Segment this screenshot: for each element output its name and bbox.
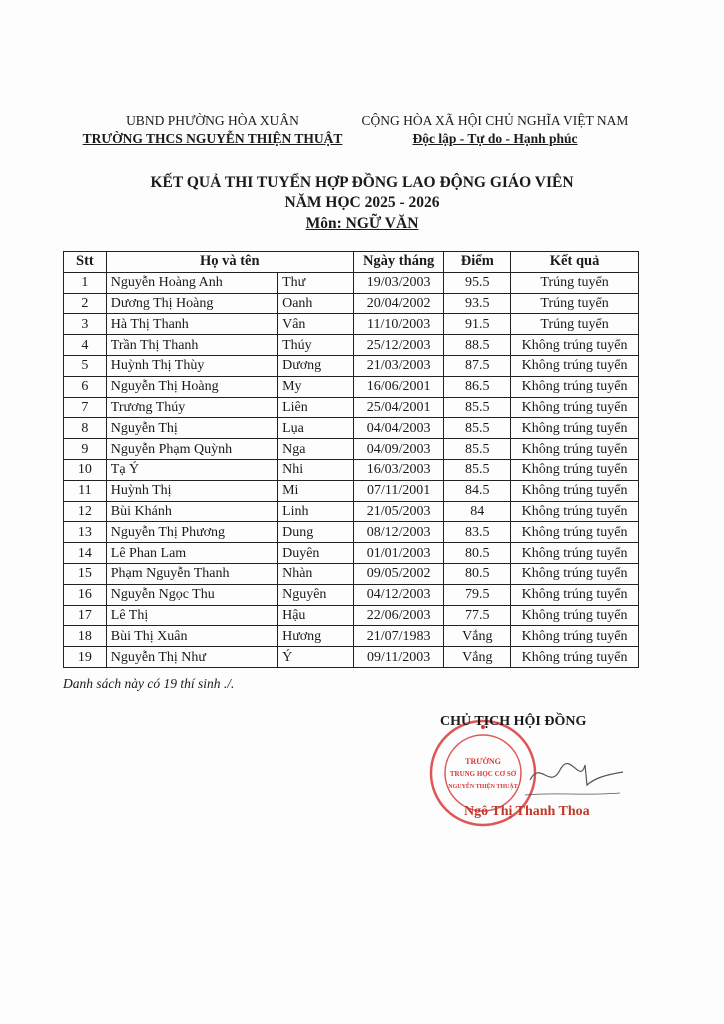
row-score: 91.5: [444, 314, 511, 335]
row-score: 79.5: [444, 584, 511, 605]
stamp-text-3: NGUYỄN THIỆN THUẬT: [448, 784, 518, 790]
row-stt: 13: [64, 522, 107, 543]
row-stt: 12: [64, 501, 107, 522]
row-firstname: Liên: [278, 397, 354, 418]
row-birthdate: 25/04/2001: [353, 397, 444, 418]
table-row: [64, 501, 639, 522]
row-result: Không trúng tuyển: [511, 376, 639, 397]
row-birthdate: 04/12/2003: [353, 584, 444, 605]
row-firstname: Nga: [278, 439, 354, 460]
header-left: [70, 112, 355, 148]
row-firstname: Vân: [278, 314, 354, 335]
row-result: Không trúng tuyển: [511, 397, 639, 418]
row-birthdate: 07/11/2001: [353, 480, 444, 501]
table-row: [64, 584, 639, 605]
row-stt: 14: [64, 543, 107, 564]
row-birthdate: 21/07/1983: [353, 626, 444, 647]
row-birthdate: 08/12/2003: [353, 522, 444, 543]
row-result: Không trúng tuyển: [511, 522, 639, 543]
subject: Môn: NGỮ VĂN: [305, 215, 419, 232]
row-result: Không trúng tuyển: [511, 647, 639, 668]
row-score: 85.5: [444, 459, 511, 480]
row-result: Không trúng tuyển: [511, 543, 639, 564]
row-birthdate: 19/03/2003: [353, 272, 444, 293]
row-firstname: Dung: [278, 522, 354, 543]
row-score: 83.5: [444, 522, 511, 543]
row-firstname: Dương: [278, 355, 354, 376]
stamp-text-1: TRƯỜNG: [465, 757, 501, 766]
row-score: 93.5: [444, 293, 511, 314]
row-lastname: Trần Thị Thanh: [106, 335, 277, 356]
table-row: [64, 626, 639, 647]
row-stt: 18: [64, 626, 107, 647]
row-birthdate: 16/03/2003: [353, 459, 444, 480]
row-score: 80.5: [444, 543, 511, 564]
row-firstname: Lụa: [278, 418, 354, 439]
row-lastname: Huỳnh Thị: [106, 480, 277, 501]
table-row: [64, 543, 639, 564]
school-year: NĂM HỌC 2025 - 2026: [284, 194, 440, 211]
row-score: 87.5: [444, 355, 511, 376]
row-lastname: Nguyễn Thị: [106, 418, 277, 439]
row-birthdate: 09/11/2003: [353, 647, 444, 668]
header-right: [345, 112, 645, 148]
row-birthdate: 22/06/2003: [353, 605, 444, 626]
row-lastname: Nguyễn Thị Như: [106, 647, 277, 668]
row-firstname: Thư: [278, 272, 354, 293]
row-result: Không trúng tuyển: [511, 335, 639, 356]
row-stt: 19: [64, 647, 107, 668]
row-score: 85.5: [444, 397, 511, 418]
district-name: UBND PHƯỜNG HÒA XUÂN: [126, 113, 299, 128]
row-result: Không trúng tuyển: [511, 626, 639, 647]
header-score: Điểm: [444, 252, 511, 273]
row-stt: 10: [64, 459, 107, 480]
school-name: TRƯỜNG THCS NGUYỄN THIỆN THUẬT: [82, 131, 343, 146]
row-stt: 16: [64, 584, 107, 605]
row-firstname: Thúy: [278, 335, 354, 356]
row-lastname: Trương Thúy: [106, 397, 277, 418]
table-row: [64, 376, 639, 397]
table-row: [64, 480, 639, 501]
nation-name: CỘNG HÒA XÃ HỘI CHỦ NGHĨA VIỆT NAM: [361, 113, 629, 128]
table-row: [64, 647, 639, 668]
table-row: [64, 314, 639, 335]
row-score: 95.5: [444, 272, 511, 293]
row-score: Vắng: [444, 626, 511, 647]
row-firstname: Mi: [278, 480, 354, 501]
row-stt: 11: [64, 480, 107, 501]
row-score: 85.5: [444, 439, 511, 460]
row-lastname: Bùi Thị Xuân: [106, 626, 277, 647]
row-lastname: Lê Thị: [106, 605, 277, 626]
row-stt: 2: [64, 293, 107, 314]
row-firstname: My: [278, 376, 354, 397]
table-body: [64, 272, 639, 667]
row-result: Trúng tuyển: [511, 314, 639, 335]
row-firstname: Linh: [278, 501, 354, 522]
row-score: 80.5: [444, 563, 511, 584]
row-firstname: Ý: [278, 647, 354, 668]
row-lastname: Phạm Nguyễn Thanh: [106, 563, 277, 584]
row-result: Trúng tuyển: [511, 293, 639, 314]
footnote: Danh sách này có 19 thí sinh ./.: [63, 676, 235, 691]
table-row: [64, 563, 639, 584]
row-birthdate: 20/04/2002: [353, 293, 444, 314]
row-score: 86.5: [444, 376, 511, 397]
row-lastname: Hà Thị Thanh: [106, 314, 277, 335]
table-header-row: [64, 252, 639, 273]
row-birthdate: 21/05/2003: [353, 501, 444, 522]
header-result: Kết quả: [511, 252, 639, 273]
row-lastname: Tạ Ý: [106, 459, 277, 480]
row-stt: 6: [64, 376, 107, 397]
row-lastname: Nguyễn Thị Phương: [106, 522, 277, 543]
row-birthdate: 16/06/2001: [353, 376, 444, 397]
row-lastname: Huỳnh Thị Thùy: [106, 355, 277, 376]
row-stt: 5: [64, 355, 107, 376]
table-row: [64, 605, 639, 626]
table-row: [64, 335, 639, 356]
table-row: [64, 439, 639, 460]
row-firstname: Hương: [278, 626, 354, 647]
stamp-text-2: TRUNG HỌC CƠ SỞ: [449, 770, 517, 778]
row-birthdate: 11/10/2003: [353, 314, 444, 335]
row-birthdate: 04/04/2003: [353, 418, 444, 439]
row-firstname: Nhi: [278, 459, 354, 480]
handwritten-signature: [525, 750, 625, 800]
row-lastname: Nguyễn Phạm Quỳnh: [106, 439, 277, 460]
row-result: Không trúng tuyển: [511, 439, 639, 460]
row-score: 85.5: [444, 418, 511, 439]
row-birthdate: 01/01/2003: [353, 543, 444, 564]
row-result: Không trúng tuyển: [511, 355, 639, 376]
row-score: 84: [444, 501, 511, 522]
row-score: 84.5: [444, 480, 511, 501]
row-score: Vắng: [444, 647, 511, 668]
row-firstname: Nhàn: [278, 563, 354, 584]
row-stt: 17: [64, 605, 107, 626]
row-result: Trúng tuyển: [511, 272, 639, 293]
row-score: 88.5: [444, 335, 511, 356]
header-birthdate: Ngày tháng: [353, 252, 444, 273]
signature-title: CHỦ TỊCH HỘI ĐỒNG: [440, 714, 587, 729]
row-stt: 3: [64, 314, 107, 335]
row-birthdate: 21/03/2003: [353, 355, 444, 376]
table-row: [64, 355, 639, 376]
table-row: [64, 272, 639, 293]
row-birthdate: 09/05/2002: [353, 563, 444, 584]
row-stt: 8: [64, 418, 107, 439]
row-lastname: Nguyễn Thị Hoàng: [106, 376, 277, 397]
row-lastname: Dương Thị Hoàng: [106, 293, 277, 314]
row-lastname: Nguyễn Ngọc Thu: [106, 584, 277, 605]
row-result: Không trúng tuyển: [511, 459, 639, 480]
row-firstname: Hậu: [278, 605, 354, 626]
row-lastname: Lê Phan Lam: [106, 543, 277, 564]
row-stt: 1: [64, 272, 107, 293]
row-birthdate: 04/09/2003: [353, 439, 444, 460]
row-stt: 15: [64, 563, 107, 584]
results-table: [63, 251, 639, 668]
header-stt: Stt: [64, 252, 107, 273]
signer-name: Ngô Thị Thanh Thoa: [464, 804, 590, 819]
row-lastname: Nguyễn Hoàng Anh: [106, 272, 277, 293]
row-birthdate: 25/12/2003: [353, 335, 444, 356]
row-lastname: Bùi Khánh: [106, 501, 277, 522]
row-firstname: Nguyên: [278, 584, 354, 605]
row-result: Không trúng tuyển: [511, 501, 639, 522]
row-score: 77.5: [444, 605, 511, 626]
table-row: [64, 459, 639, 480]
document-title: KẾT QUẢ THI TUYỂN HỢP ĐỒNG LAO ĐỘNG GIÁO VIÊN: [150, 174, 574, 191]
row-result: Không trúng tuyển: [511, 584, 639, 605]
row-stt: 4: [64, 335, 107, 356]
row-result: Không trúng tuyển: [511, 563, 639, 584]
row-stt: 9: [64, 439, 107, 460]
table-row: [64, 397, 639, 418]
table-row: [64, 293, 639, 314]
table-row: [64, 522, 639, 543]
table-row: [64, 418, 639, 439]
row-firstname: Oanh: [278, 293, 354, 314]
row-stt: 7: [64, 397, 107, 418]
header-fullname: Họ và tên: [106, 252, 353, 273]
row-result: Không trúng tuyển: [511, 418, 639, 439]
row-result: Không trúng tuyển: [511, 480, 639, 501]
row-firstname: Duyên: [278, 543, 354, 564]
row-result: Không trúng tuyển: [511, 605, 639, 626]
nation-motto: Độc lập - Tự do - Hạnh phúc: [412, 131, 578, 146]
